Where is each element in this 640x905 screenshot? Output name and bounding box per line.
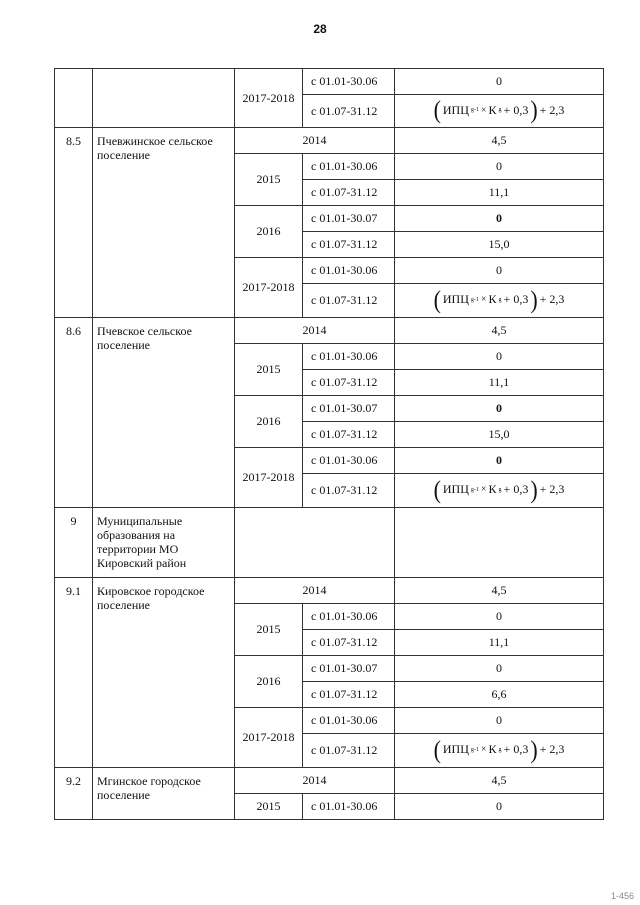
- settlement-name: Пчевское сельское поселение: [93, 318, 235, 508]
- formula-cell: [395, 474, 604, 508]
- corner-mark: 1-456: [610, 891, 634, 901]
- year-cell: 2015: [235, 794, 303, 820]
- year-cell: 2017-2018: [235, 69, 303, 128]
- value-cell: 0: [395, 206, 604, 232]
- settlement-name: Пчевжинское сельское поселение: [93, 128, 235, 318]
- table-row: [55, 578, 604, 604]
- empty-cell: [235, 508, 395, 578]
- formula: ( ИПЦ g-1 × К g + 0,3 ) + 2,3: [433, 734, 565, 764]
- year-cell: 2015: [235, 154, 303, 206]
- row-number: 9.1: [55, 578, 93, 768]
- table-row: [55, 318, 604, 344]
- value-cell: 0: [395, 396, 604, 422]
- value-cell: 4,5: [395, 128, 604, 154]
- name-cell: [93, 69, 235, 128]
- period-cell: с 01.07-31.12: [303, 284, 395, 318]
- period-cell: с 01.07-31.12: [303, 232, 395, 258]
- period-cell: с 01.01-30.06: [303, 708, 395, 734]
- year-cell: 2016: [235, 396, 303, 448]
- year-cell: 2014: [235, 768, 395, 794]
- period-cell: с 01.07-31.12: [303, 370, 395, 396]
- value-cell: 6,6: [395, 682, 604, 708]
- year-cell: 2016: [235, 206, 303, 258]
- period-cell: с 01.07-31.12: [303, 180, 395, 206]
- year-cell: 2017-2018: [235, 258, 303, 318]
- tariff-table: [54, 68, 604, 820]
- value-cell: 4,5: [395, 768, 604, 794]
- value-cell: 11,1: [395, 630, 604, 656]
- table-row: [55, 508, 604, 578]
- row-number-cell: [55, 69, 93, 128]
- value-cell: 15,0: [395, 232, 604, 258]
- period-cell: с 01.01-30.07: [303, 206, 395, 232]
- period-cell: с 01.07-31.12: [303, 474, 395, 508]
- value-cell: 0: [395, 344, 604, 370]
- year-cell: 2017-2018: [235, 448, 303, 508]
- value-cell: 0: [395, 448, 604, 474]
- value-cell: 0: [395, 604, 604, 630]
- period-cell: с 01.01-30.06: [303, 794, 395, 820]
- value-cell: 11,1: [395, 180, 604, 206]
- period-cell: с 01.01-30.07: [303, 656, 395, 682]
- period-cell: с 01.01-30.06: [303, 154, 395, 180]
- formula: ( ИПЦ g-1 × К g + 0,3 ) + 2,3: [433, 95, 565, 124]
- page-number: 28: [313, 22, 327, 36]
- year-cell: 2017-2018: [235, 708, 303, 768]
- value-cell: 0: [395, 69, 604, 95]
- value-cell: 0: [395, 154, 604, 180]
- table-row: [55, 768, 604, 794]
- section-name: Муниципальные образования на территории МО Кировский район: [93, 508, 235, 578]
- row-number: 8.6: [55, 318, 93, 508]
- value-cell: 4,5: [395, 318, 604, 344]
- value-cell: 11,1: [395, 370, 604, 396]
- period-cell: с 01.01-30.06: [303, 448, 395, 474]
- row-number: 9: [55, 508, 93, 578]
- value-cell: 0: [395, 794, 604, 820]
- period-cell: с 01.01-30.06: [303, 258, 395, 284]
- period-cell: с 01.01-30.06: [303, 344, 395, 370]
- formula-cell: [395, 284, 604, 318]
- row-number: 8.5: [55, 128, 93, 318]
- year-cell: 2014: [235, 318, 395, 344]
- table-row: [55, 128, 604, 154]
- period-cell: с 01.01-30.07: [303, 396, 395, 422]
- period-cell: с 01.01-30.06: [303, 69, 395, 95]
- year-cell: 2015: [235, 344, 303, 396]
- value-cell: 15,0: [395, 422, 604, 448]
- year-cell: 2014: [235, 128, 395, 154]
- year-cell: 2016: [235, 656, 303, 708]
- formula-cell: [395, 95, 604, 128]
- value-cell: 4,5: [395, 578, 604, 604]
- empty-cell: [395, 508, 604, 578]
- formula: ( ИПЦ g-1 × К g + 0,3 ) + 2,3: [433, 474, 565, 504]
- row-number: 9.2: [55, 768, 93, 820]
- settlement-name: Мгинское городское поселение: [93, 768, 235, 820]
- period-cell: с 01.07-31.12: [303, 734, 395, 768]
- formula-cell: [395, 734, 604, 768]
- period-cell: с 01.07-31.12: [303, 682, 395, 708]
- formula: ( ИПЦ g-1 × К g + 0,3 ) + 2,3: [433, 284, 565, 314]
- year-cell: 2014: [235, 578, 395, 604]
- period-cell: с 01.07-31.12: [303, 630, 395, 656]
- year-cell: 2015: [235, 604, 303, 656]
- value-cell: 0: [395, 708, 604, 734]
- value-cell: 0: [395, 656, 604, 682]
- table-row: [55, 69, 604, 95]
- period-cell: с 01.07-31.12: [303, 422, 395, 448]
- value-cell: 0: [395, 258, 604, 284]
- settlement-name: Кировское городское поселение: [93, 578, 235, 768]
- period-cell: с 01.01-30.06: [303, 604, 395, 630]
- period-cell: с 01.07-31.12: [303, 95, 395, 128]
